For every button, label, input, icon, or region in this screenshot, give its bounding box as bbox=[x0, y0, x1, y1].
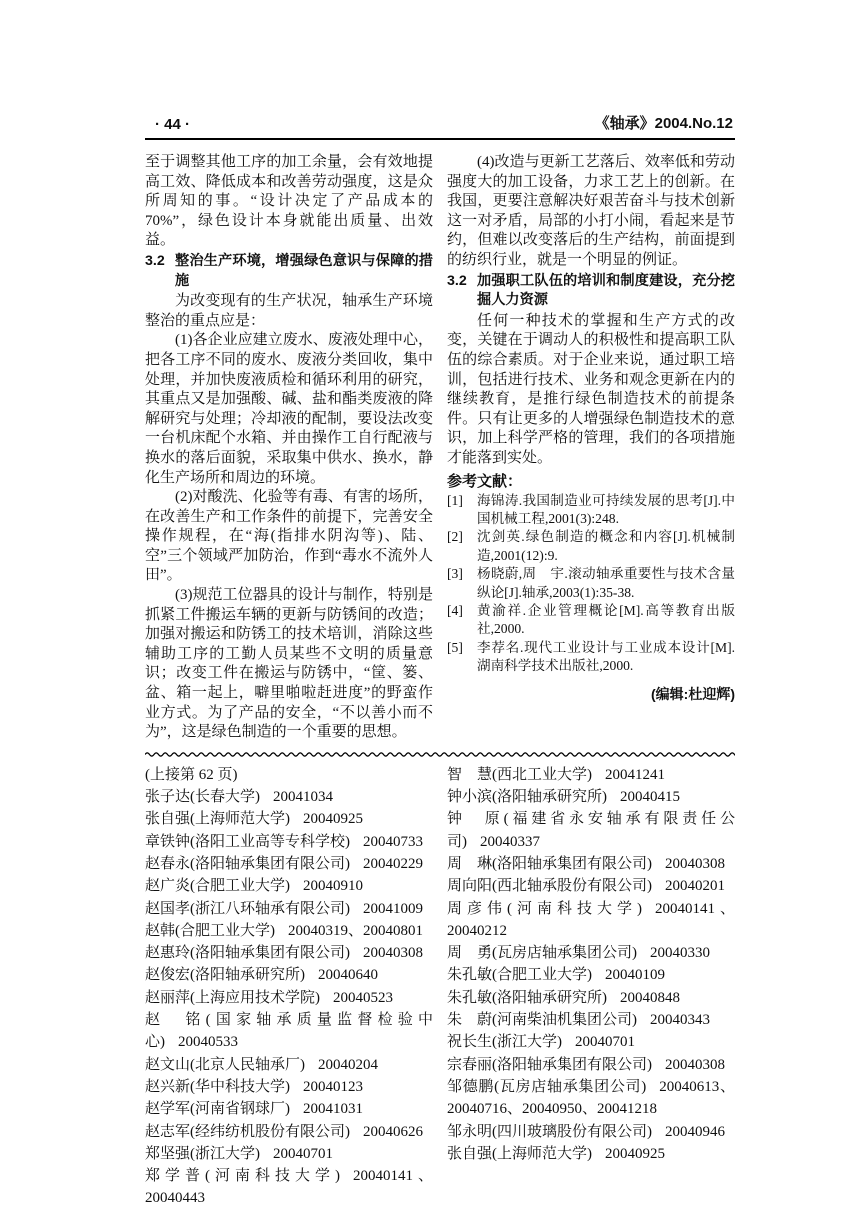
index-entry-name: 赵国孝(浙江八环轴承有限公司) bbox=[145, 900, 350, 917]
reference-number: [3] bbox=[447, 566, 463, 582]
index-entry bbox=[447, 1054, 735, 1076]
section-number: 3.2 bbox=[447, 272, 467, 289]
index-entry-name: 朱孔敏(洛阳轴承研究所) bbox=[447, 989, 607, 1006]
paragraph: 任何一种技术的掌握和生产方式的改变，关键在于调动人的积极性和提高职工队伍的综合素质。对于企业来说，通过职工培训，包括进行技术、业务和观念更新在内的继续教育，是推行绿色制造技术的前提条件。只有让更多的人增强绿色制造技术的意识，加上科学严格的管理，我们的各项措施才能落到实处。 bbox=[447, 312, 735, 466]
index-entry-name: 宗春丽(洛阳轴承集团有限公司) bbox=[447, 1056, 652, 1073]
index-entry bbox=[145, 920, 433, 942]
article-right-column bbox=[447, 153, 735, 743]
index-entry bbox=[447, 942, 735, 964]
index-entry-ids: 20040319、20040801 bbox=[288, 922, 424, 939]
index-entry-ids: 20040337 bbox=[480, 833, 540, 850]
reference-text: 沈剑英.绿色制造的概念和内容[J].机械制造,2001(12):9. bbox=[477, 529, 735, 563]
index-entry bbox=[447, 964, 735, 986]
paragraph: 至于调整其他工序的加工余量，会有效地提高工效、降低成本和改善劳动强度，这是众所周知的事。“设计决定了产品成本的 70%”，绿色设计本身就能出质量、出效益。 bbox=[145, 154, 433, 249]
reference-text: 杨晓蔚,周 宇.滚动轴承重要性与技术含量纵论[J].轴承,2003(1):35-38. bbox=[477, 566, 735, 600]
index-entry bbox=[145, 853, 433, 875]
index-entry-ids: 20040308 bbox=[665, 1056, 725, 1073]
paragraph: (2)对酸洗、化验等有毒、有害的场所，在改善生产和工作条件的前提下，完善安全操作规程，在“海(指排水阴沟等)、陆、空”三个领域严加防治，作到“毒水不流外人田”。 bbox=[145, 489, 433, 584]
index-entry-name: 朱 蔚(河南柴油机集团公司) bbox=[447, 1012, 637, 1029]
reference-number: [2] bbox=[447, 529, 463, 545]
reference-text: 黄渝祥.企业管理概论[M].高等教育出版社,2000. bbox=[477, 602, 735, 637]
index-entry-ids: 20040415 bbox=[620, 789, 680, 806]
page-number: · 44 · bbox=[155, 116, 191, 133]
index-entry-ids: 20040141、20040443 bbox=[145, 1168, 433, 1207]
index-entry-ids: 20040613、20040716、20040950、20041218 bbox=[447, 1078, 735, 1118]
index-entry-ids: 20040640 bbox=[318, 967, 378, 984]
index-entry-name: 邹永明(四川玻璃股份有限公司) bbox=[447, 1123, 652, 1140]
section-number: 3.2 bbox=[145, 252, 165, 269]
index-entry bbox=[447, 987, 735, 1009]
section-title: 加强职工队伍的培训和制度建设，充分挖掘人力资源 bbox=[477, 272, 735, 309]
index-entry-name: 祝长生(浙江大学) bbox=[447, 1034, 562, 1051]
index-entry-name: 张自强(上海师范大学) bbox=[145, 811, 290, 828]
index-left-column bbox=[145, 764, 433, 1210]
journal-issue: 《轴承》2004.No.12 bbox=[594, 115, 733, 132]
index-entry-name: 郑学普(河南科技大学) bbox=[145, 1168, 340, 1185]
index-entry-name: 赵文山(北京人民轴承厂) bbox=[145, 1056, 305, 1073]
reference-number: [1] bbox=[447, 492, 463, 508]
index-entry bbox=[447, 1143, 735, 1165]
index-right-column bbox=[447, 764, 735, 1210]
index-entry bbox=[145, 1143, 433, 1165]
index-entry-ids: 20040123 bbox=[303, 1078, 363, 1095]
index-entry-ids: 20041241 bbox=[605, 766, 665, 783]
reference-text: 李荐名.现代工业设计与工业成本设计[M].湖南科学技术出版社,2000. bbox=[477, 639, 735, 674]
wavy-divider bbox=[145, 751, 735, 758]
index-entry-ids: 20040109 bbox=[605, 967, 665, 984]
page-header bbox=[145, 112, 735, 138]
index-entry-name: 周彦伟(河南科技大学) bbox=[447, 900, 642, 917]
references-title: 参考文献： bbox=[447, 472, 523, 490]
index-entry-name: 周 勇(瓦房店轴承集团公司) bbox=[447, 945, 637, 962]
index-entry-ids: 20040204 bbox=[318, 1056, 378, 1073]
index-entry-ids: 20040925 bbox=[605, 1145, 665, 1162]
index-entry-ids: 20040848 bbox=[620, 989, 680, 1006]
index-entry bbox=[447, 875, 735, 897]
header-rule bbox=[145, 138, 735, 140]
index-entry bbox=[447, 1031, 735, 1053]
reference-number: [5] bbox=[447, 639, 463, 655]
index-entry bbox=[145, 1098, 433, 1120]
index-entry-ids: 20041031 bbox=[303, 1101, 363, 1118]
paragraph: (3)规范工位器具的设计与制作，特别是抓紧工件搬运车辆的更新与防锈间的改造；加强对搬运和防锈工的技术培训，消除这些辅助工序的工勤人员某些不文明的质量意识；改变工件在搬运与防锈中，“筐、篓、盆、箱一起上，噼里啪啦赶进度”的野蛮作业方式。为了产品的安全，“不以善小而不为”，这是绿色制造的一个重要的思想。 bbox=[145, 587, 433, 741]
index-entry-name: 邹德鹏(瓦房店轴承集团公司) bbox=[447, 1078, 647, 1095]
index-entry-ids: 20040229 bbox=[363, 856, 423, 872]
index-entry bbox=[145, 964, 433, 986]
continued-from-note: (上接第 62 页) bbox=[145, 766, 238, 783]
index-entry bbox=[447, 853, 735, 875]
index-entry bbox=[145, 808, 433, 830]
index-entry-name: 钟 原(福建省永安轴承有限责任公司) bbox=[447, 811, 735, 850]
index-entry-name: 赵广炎(合肥工业大学) bbox=[145, 878, 290, 895]
index-entry bbox=[145, 898, 433, 920]
index-entry bbox=[145, 1009, 433, 1054]
index-entry-ids: 20040701 bbox=[273, 1145, 333, 1162]
index-entry-ids: 20040308 bbox=[665, 856, 725, 872]
section-heading bbox=[447, 272, 735, 311]
paragraph: (4)改造与更新工艺落后、效率低和劳动强度大的加工设备，力求工艺上的创新。在我国，更要注意解决好艰苦奋斗与技术创新这一对矛盾，局部的小打小闹，看起来是节约，但难以改变落后的生产结构，前面提到的纺织行业，就是一个明显的例证。 bbox=[447, 154, 735, 268]
reference-item bbox=[447, 528, 735, 565]
index-entry-ids: 20040626 bbox=[363, 1123, 423, 1140]
index-entry-ids: 20040701 bbox=[575, 1034, 635, 1051]
index-entry bbox=[447, 1009, 735, 1031]
index-entry-name: 赵丽萍(上海应用技术学院) bbox=[145, 989, 320, 1006]
article-right-text bbox=[447, 153, 735, 469]
article-left-column bbox=[145, 153, 433, 743]
index-entry-name: 赵学军(河南省钢球厂) bbox=[145, 1101, 290, 1118]
index-entry-name: 郑坚强(浙江大学) bbox=[145, 1145, 260, 1162]
index-entry bbox=[447, 898, 735, 943]
index-entry-ids: 20041034 bbox=[273, 789, 333, 806]
section-heading bbox=[145, 252, 433, 291]
index-entry bbox=[145, 831, 433, 853]
reference-item bbox=[447, 492, 735, 529]
index-entry-ids: 20040733 bbox=[363, 833, 423, 850]
index-entry bbox=[145, 987, 433, 1009]
journal-page bbox=[145, 112, 735, 1210]
index-entry-ids: 20040523 bbox=[333, 989, 393, 1006]
index-entry-name: 章铁钟(洛阳工业高等专科学校) bbox=[145, 833, 350, 850]
article-body bbox=[145, 153, 735, 743]
index-entry-ids: 20040925 bbox=[303, 811, 363, 828]
index-entry bbox=[145, 1121, 433, 1143]
editor-credit: (编辑:杜迎辉) bbox=[651, 685, 735, 702]
index-entry-name: 张自强(上海师范大学) bbox=[447, 1145, 592, 1162]
index-entry bbox=[145, 875, 433, 897]
index-entry-ids: 20040308 bbox=[363, 945, 423, 962]
reference-item bbox=[447, 565, 735, 602]
index-entry bbox=[145, 1076, 433, 1098]
index-entry-ids: 20041009 bbox=[363, 900, 423, 917]
index-entry-name: 钟小滨(洛阳轴承研究所) bbox=[447, 789, 607, 806]
index-entry-name: 赵惠玲(洛阳轴承集团有限公司) bbox=[145, 945, 350, 962]
index-entry bbox=[145, 942, 433, 964]
author-index bbox=[145, 764, 735, 1210]
index-entry bbox=[447, 786, 735, 808]
index-entry bbox=[447, 1121, 735, 1143]
index-entry bbox=[447, 1076, 735, 1121]
index-entry bbox=[145, 1054, 433, 1076]
index-entry-name: 周 琳(洛阳轴承集团有限公司) bbox=[447, 856, 652, 872]
index-entry bbox=[145, 1165, 433, 1210]
index-entry-ids: 20040946 bbox=[665, 1123, 725, 1140]
index-entry-name: 智 慧(西北工业大学) bbox=[447, 766, 592, 783]
index-entry-name: 赵志军(经纬纺机股份有限公司) bbox=[145, 1123, 350, 1140]
section-title: 整治生产环境，增强绿色意识与保障的措施 bbox=[175, 252, 433, 289]
index-entry-name: 赵春永(洛阳轴承集团有限公司) bbox=[145, 856, 350, 872]
references-list bbox=[447, 492, 735, 676]
paragraph: 为改变现有的生产状况，轴承生产环境整治的重点应是： bbox=[145, 293, 433, 329]
index-entry-ids: 20040201 bbox=[665, 878, 725, 895]
index-entry-name: 赵韩(合肥工业大学) bbox=[145, 922, 275, 939]
index-entry-name: 赵兴新(华中科技大学) bbox=[145, 1078, 290, 1095]
reference-number: [4] bbox=[447, 602, 463, 618]
index-entry-ids: 20040343 bbox=[650, 1012, 710, 1029]
index-entry bbox=[145, 786, 433, 808]
index-entry bbox=[447, 764, 735, 786]
index-entry-ids: 20040330 bbox=[650, 945, 710, 962]
reference-item bbox=[447, 639, 735, 676]
index-entry-ids: 20040910 bbox=[303, 878, 363, 895]
index-entry-name: 张子达(长春大学) bbox=[145, 789, 260, 806]
index-entry-name: 赵 铭(国家轴承质量监督检验中心) bbox=[145, 1012, 433, 1051]
index-entry-name: 赵俊宏(洛阳轴承研究所) bbox=[145, 967, 305, 984]
index-entry-name: 周向阳(西北轴承股份有限公司) bbox=[447, 878, 652, 895]
reference-item bbox=[447, 602, 735, 639]
index-entry-ids: 20040533 bbox=[178, 1034, 238, 1051]
index-entry-ids: 20040141、20040212 bbox=[447, 900, 735, 939]
index-entry bbox=[447, 808, 735, 853]
paragraph: (1)各企业应建立废水、废液处理中心，把各工序不同的废水、废液分类回收，集中处理，并加快废液质检和循环利用的研究，其重点又是加强酸、碱、盐和酯类废液的降解研究与处理；冷却液的配制，要设法改变一台机床配个水箱、并由操作工自行配液与换水的落后面貌，采取集中供水、换水，静化生产场所和周边的环境。 bbox=[145, 332, 433, 486]
reference-text: 海锦涛.我国制造业可持续发展的思考[J].中国机械工程,2001(3):248. bbox=[477, 492, 735, 526]
index-entry-name: 朱孔敏(合肥工业大学) bbox=[447, 967, 592, 984]
